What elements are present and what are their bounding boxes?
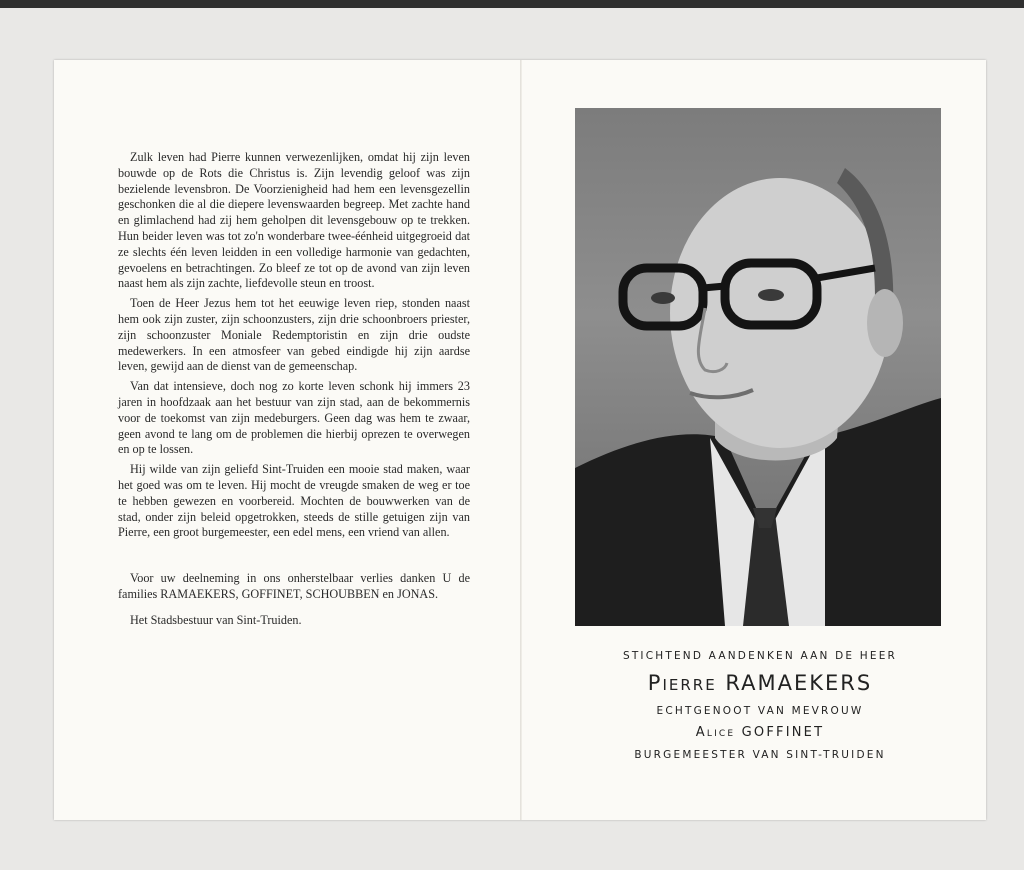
paragraph-2: Toen de Heer Jezus hem tot het eeuwige leven riep, stonden naast hem ook zijn zuster, zijn schoonzusters, zijn drie schoonbroers priester, zijn schoonzuster Moniale Redemptoristin en zijn drie oudste medewerkers. In een atmosfeer van gebed eindigde hij zijn aardse leven, gewijd aan de dienst van de gemeenschap.	[118, 296, 470, 374]
closing-section	[118, 571, 470, 628]
portrait-photo	[575, 108, 941, 626]
title-line: BURGEMEESTER VAN SINT-TRUIDEN	[634, 749, 886, 761]
scan-top-edge	[0, 0, 1024, 8]
left-page-text	[118, 150, 470, 639]
spouse-line: ECHTGENOOT VAN MEVROUW	[656, 705, 864, 717]
paragraph-1: Zulk leven had Pierre kunnen verwezenlijken, omdat hij zijn leven bouwde op de Rots die Christus is. Zijn levendig geloof was zijn bezielende levensbron. De Voorzienigheid had hem een levensgezellin geschonken die al die diepere levenswaarden begreep. Met zachte hand en glimlachend had zij hem geholpen dit levensgebouw op te trekken. Hun beider leven was tot zo'n wonderbare twee-éénheid uitgegroeid dat ze slechts één leven leidden in een volledige harmonie van gedachten, gevoelens en betrachtingen. Zo bleef ze tot op de avond van zijn leven naast hem als zijn zachte, liefdevolle steun en troost.	[118, 150, 470, 291]
dedication-line: STICHTEND AANDENKEN AAN DE HEER	[622, 650, 898, 662]
card-fold-line	[520, 60, 522, 820]
paragraph-4: Hij wilde van zijn geliefd Sint-Truiden een mooie stad maken, waar het goed was om te leven. Hij mocht de vreugde smaken de weg er toe te hebben gewezen en voorbereid. Mochten de bouwwerken van de stad, onder zijn beleid opgetrokken, steeds de stille getuigen zijn van Pierre, een groot burgemeester, een edel mens, een vriend van allen.	[118, 462, 470, 540]
paragraph-3: Van dat intensieve, doch nog zo korte leven schonk hij immers 23 jaren in hoofdzaak aan het bestuur van zijn stad, aan de bekommernis voor de toekomst van zijn medeburgers. Geen dag was hem te zwaar, geen avond te lang om de problemen die hierbij oprezen te overwegen en op te lossen.	[118, 379, 470, 457]
signature-line: Het Stadsbestuur van Sint-Truiden.	[130, 612, 302, 627]
card-caption	[560, 650, 960, 761]
deceased-name: Pierre RAMAEKERS	[647, 671, 873, 695]
thanks-paragraph: Voor uw deelneming in ons onherstelbaar verlies danken U de families RAMAEKERS, GOFFINET, SCHOUBBEN en JONAS.	[118, 571, 470, 601]
spouse-name: Alice GOFFINET	[695, 725, 825, 740]
